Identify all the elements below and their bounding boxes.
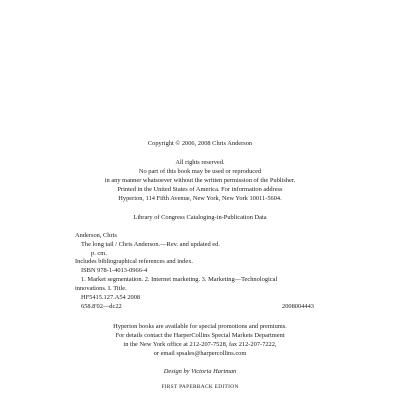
cip-title: The long tail / Chris Anderson.—Rev. and updated ed. xyxy=(81,241,220,248)
cip-author: Anderson, Chris xyxy=(75,232,117,239)
special-sales-line: For details contact the HarperCollins Special Markets Department xyxy=(115,332,285,339)
design-credit: Design by Victoria Hartman xyxy=(163,368,237,375)
cip-isbn: ISBN 978-1-4013-0966-4 xyxy=(81,267,148,274)
cip-dewey: 658.8'02—dc22 xyxy=(81,303,122,310)
cip-subjects: 1. Market segmentation. 2. Internet marketing. 3. Marketing—Technological xyxy=(81,276,278,283)
rights-line: Hyperion, 114 Fifth Avenue, New York, New York 10011-5604. xyxy=(118,195,282,202)
cip-subjects-cont: innovations. I. Title. xyxy=(75,285,127,292)
special-sales-line: or email spsales@harpercollins.com xyxy=(153,350,247,357)
special-sales-line: Hyperion books are available for special promotions and premiums. xyxy=(113,323,287,330)
cip-lccn: 2008004443 xyxy=(282,303,314,310)
cip-pages: p. cm. xyxy=(91,250,107,257)
rights-line: Printed in the United States of America. For information address xyxy=(117,186,283,193)
cip-notes: Includes bibliographical references and index. xyxy=(75,258,193,265)
copyright-line: Copyright © 2006, 2008 Chris Anderson xyxy=(147,140,253,147)
rights-line: All rights reserved. xyxy=(175,159,225,166)
cip-classification: HF5415.127.A54 2008 xyxy=(81,294,141,301)
cip-heading: Library of Congress Cataloging-in-Publication Data xyxy=(133,214,267,221)
rights-line: in any manner whatsoever without the written permission of the Publisher. xyxy=(104,177,296,184)
special-sales-line: in the New York office at 212-207-7528, fax 212-207-7222, xyxy=(123,341,277,348)
edition-label: FIRST PAPERBACK EDITION xyxy=(161,384,239,390)
rights-line: No part of this book may be used or reproduced xyxy=(138,168,262,175)
